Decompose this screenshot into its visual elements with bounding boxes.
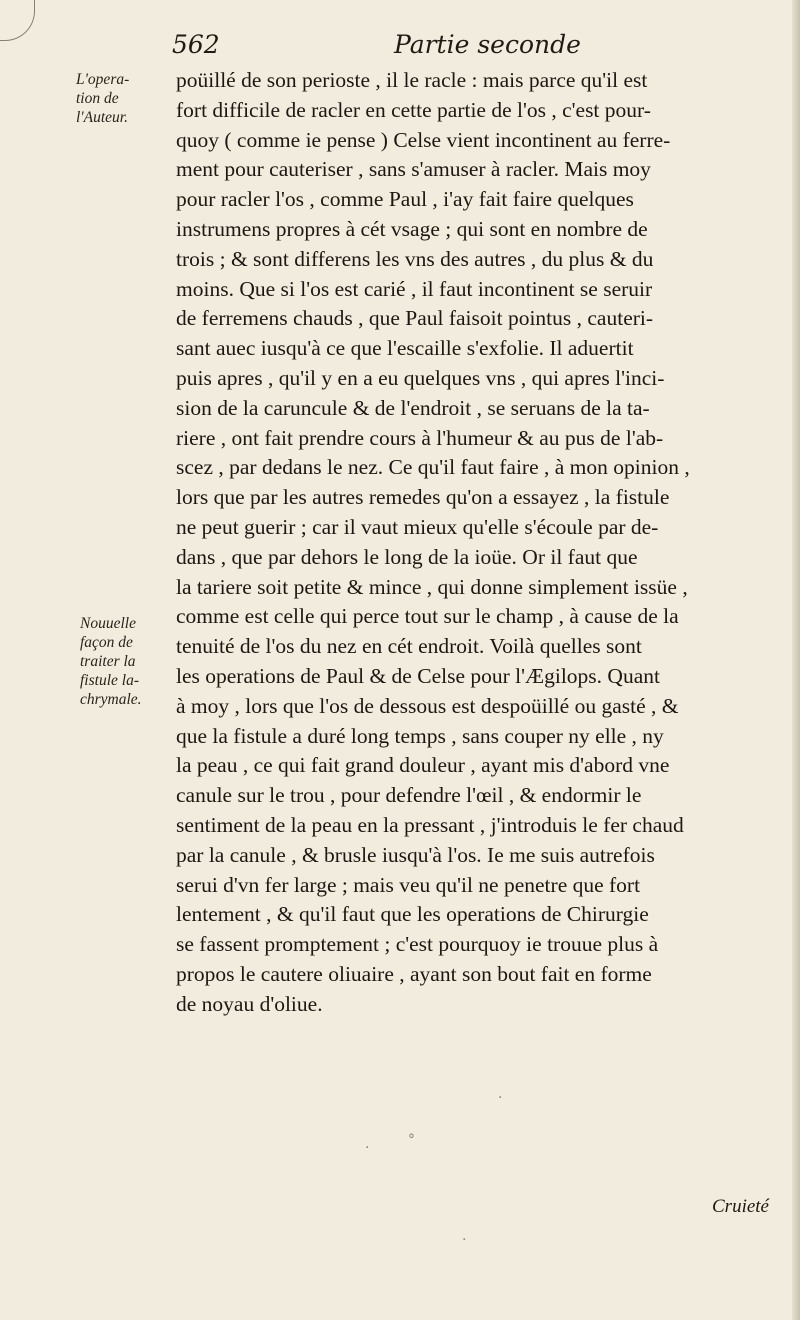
page-number: 562 [172, 30, 220, 59]
text-line: la tariere soit petite & mince , qui donne simplement issüe , [176, 574, 688, 599]
marginal-note-operation [76, 70, 129, 127]
running-head [172, 30, 742, 66]
text-line: que la fistule a duré long temps , sans couper ny elle , ny [176, 723, 664, 748]
text-line: comme est celle qui perce tout sur le champ , à cause de la [176, 604, 679, 629]
marginal-note-line: tion de [76, 90, 119, 107]
marginal-note-line: l'Auteur. [76, 109, 128, 126]
marginal-note-line: traiter la [80, 653, 136, 670]
ink-speck: · [365, 1140, 370, 1156]
marginal-note-new-method [80, 614, 142, 709]
text-line: par la canule , & brusle iusqu'à l'os. Ie me suis autrefois [176, 842, 655, 867]
text-line: ne peut guerir ; car il vaut mieux qu'elle s'écoule par de- [176, 514, 659, 539]
marginal-note-line: Nouuelle [80, 615, 136, 632]
ink-speck: · [498, 1090, 503, 1106]
text-line: se fassent promptement ; c'est pourquoy ie trouue plus à [176, 932, 659, 957]
text-line: ment pour cauteriser , sans s'amuser à racler. Mais moy [176, 157, 651, 182]
text-line: trois ; & sont differens les vns des autres , du plus & du [176, 246, 654, 271]
page-corner-curl [0, 0, 35, 41]
text-line: instrumens propres à cét vsage ; qui sont en nombre de [176, 216, 648, 241]
text-line: lors que par les autres remedes qu'on a essayez , la fistule [176, 485, 670, 510]
text-line: serui d'vn fer large ; mais veu qu'il ne penetre que fort [176, 872, 641, 897]
marginal-note-line: fistule la- [80, 672, 139, 689]
text-line: de noyau d'oliue. [176, 991, 323, 1016]
text-line: sant auec iusqu'à ce que l'escaille s'exfolie. Il aduertit [176, 336, 634, 361]
text-line: les operations de Paul & de Celse pour l'Ægilops. Quant [176, 663, 660, 688]
text-line: tenuité de l'os du nez en cét endroit. Voilà quelles sont [176, 634, 642, 659]
text-line: sion de la caruncule & de l'endroit , se seruans de la ta- [176, 395, 650, 420]
text-line: moins. Que si l'os est carié , il faut incontinent se seruir [176, 276, 653, 301]
page-edge [792, 0, 800, 1320]
marginal-note-line: chrymale. [80, 691, 142, 708]
text-line: canule sur le trou , pour defendre l'œil , & endormir le [176, 783, 642, 808]
text-line: poüillé de son perioste , il le racle : mais parce qu'il est [176, 68, 648, 92]
text-line: riere , ont fait prendre cours à l'humeur & au pus de l'ab- [176, 425, 664, 450]
text-line: propos le cautere oliuaire , ayant son bout fait en forme [176, 961, 652, 986]
ink-speck: ° [408, 1132, 415, 1148]
marginal-note-line: façon de [80, 634, 133, 651]
text-line: pour racler l'os , comme Paul , i'ay fait faire quelques [176, 187, 634, 212]
text-line: fort difficile de racler en cette partie de l'os , c'est pour- [176, 97, 651, 122]
text-line: sentiment de la peau en la pressant , j'introduis le fer chaud [176, 812, 684, 837]
text-line: la peau , ce qui fait grand douleur , ayant mis d'abord vne [176, 753, 670, 778]
running-title: Partie seconde [394, 30, 581, 59]
text-line: à moy , lors que l'os de dessous est despoüillé ou gasté , & [176, 693, 679, 718]
marginal-note-line: L'opera- [76, 71, 130, 88]
catchword: Cruieté [712, 1196, 769, 1217]
ink-speck: · [462, 1232, 467, 1248]
text-line: de ferremens chauds , que Paul faisoit pointus , cauteri- [176, 306, 654, 331]
body-text [176, 66, 786, 1020]
text-line: quoy ( comme ie pense ) Celse vient incontinent au ferre- [176, 127, 671, 152]
text-line: puis apres , qu'il y en a eu quelques vns , qui apres l'inci- [176, 365, 665, 390]
text-line: lentement , & qu'il faut que les operations de Chirurgie [176, 902, 649, 927]
text-line: scez , par dedans le nez. Ce qu'il faut faire , à mon opinion , [176, 455, 690, 480]
text-line: dans , que par dehors le long de la ioüe. Or il faut que [176, 544, 638, 569]
